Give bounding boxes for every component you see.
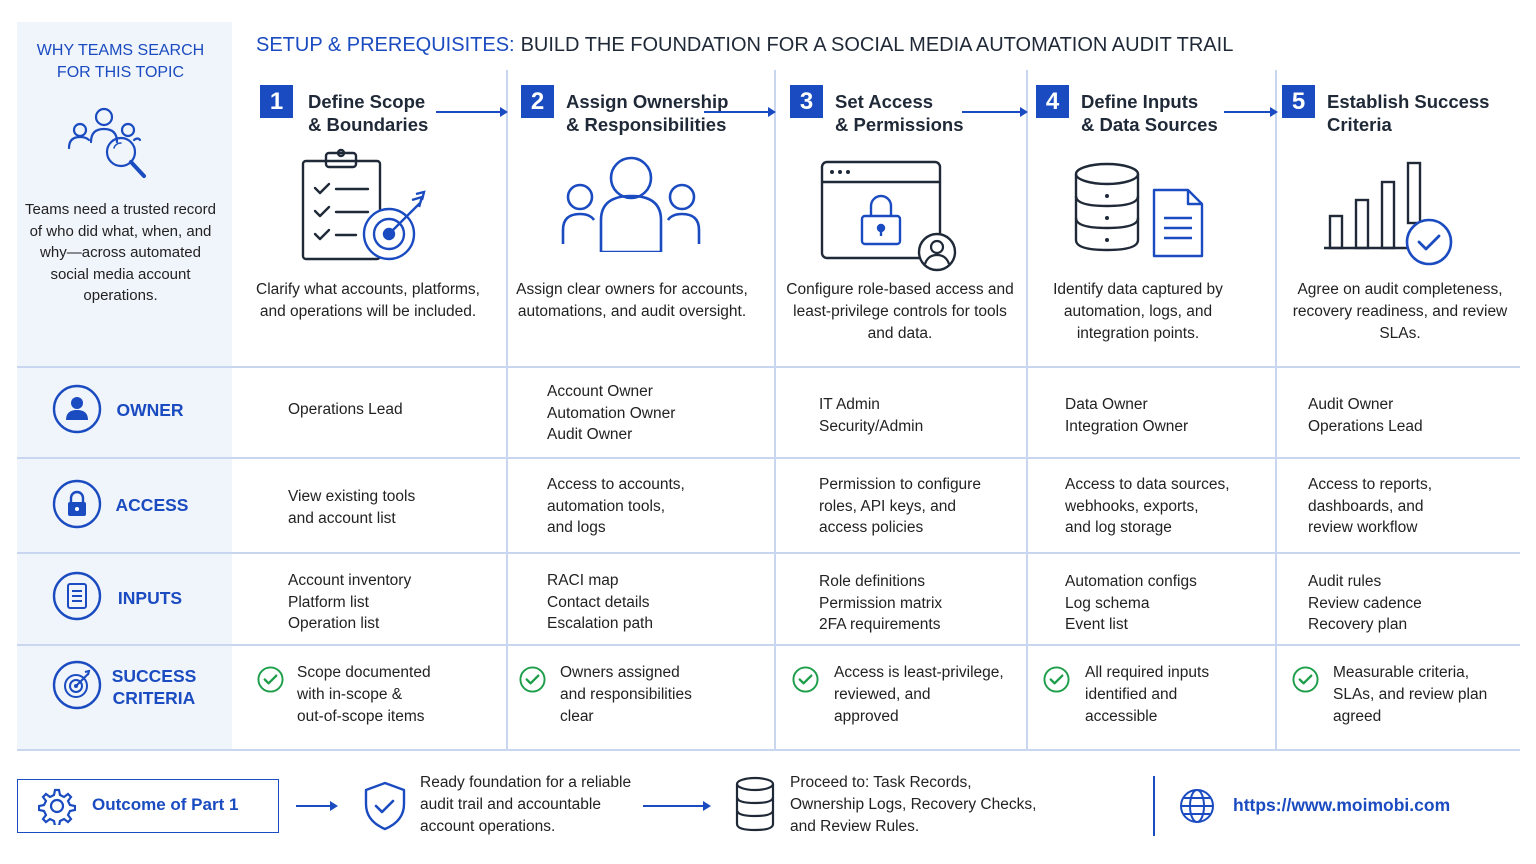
check-circle-icon: [1292, 666, 1319, 693]
result-text: [420, 772, 631, 838]
cell-line: and logs: [547, 519, 606, 536]
cell-line: Audit Owner: [1308, 396, 1394, 413]
access-cell-2: [547, 474, 685, 539]
check-circle-icon: [257, 666, 284, 693]
inputs-cell-5: [1308, 571, 1422, 636]
outcome-label: Outcome of Part 1: [92, 795, 239, 814]
cell-line: Permission matrix: [819, 594, 943, 612]
arrow-right-icon: [436, 104, 512, 120]
text-line: Ownership Logs, Recovery Checks,: [790, 796, 1037, 813]
bar-chart-check-icon: [1322, 158, 1456, 268]
website-link[interactable]: https://www.moimobi.com: [1233, 795, 1451, 815]
inputs-row-label: INPUTS: [117, 588, 183, 608]
check-circle-icon: [1043, 666, 1070, 693]
inputs-cell-2: [547, 570, 653, 635]
cell-line: Access to reports,: [1308, 476, 1433, 493]
cell-line: Permission to configure: [819, 476, 981, 493]
cell-line: dashboards, and: [1308, 497, 1424, 515]
step-3-description: Configure role-based access and least-privilege controls for tools and data.: [786, 281, 1014, 342]
step-5-description: Agree on audit completeness, recovery readiness, and review SLAs.: [1292, 281, 1508, 342]
document-icon: [52, 571, 102, 621]
divider: [17, 366, 1520, 368]
step-5-title: Establish Success Criteria: [1327, 91, 1490, 135]
step-2-description: Assign clear owners for accounts, automations, and audit oversight.: [516, 281, 748, 320]
success-cell-3: [834, 662, 1019, 728]
cell-line: Measurable criteria,: [1333, 664, 1470, 681]
success-cell-5: [1333, 662, 1513, 728]
globe-icon: [1178, 787, 1216, 825]
divider: [17, 644, 1520, 646]
cell-line: Access to data sources,: [1065, 476, 1230, 493]
access-cell-4: [1065, 474, 1230, 539]
lock-icon: [52, 479, 102, 529]
inputs-cell-4: [1065, 571, 1197, 636]
arrow-right-icon: [643, 798, 715, 814]
cell-line: Access is least-privilege,: [834, 664, 1004, 681]
cell-line: out-of-scope items: [297, 708, 425, 725]
cell-line: Audit rules: [1308, 573, 1382, 590]
cell-line: Role definitions: [819, 573, 925, 590]
cell-line: Access to accounts,: [547, 476, 685, 493]
cell-line: and account list: [288, 509, 396, 527]
cell-line: Scope documented: [297, 664, 431, 681]
cell-line: Operations Lead: [288, 401, 403, 418]
divider: [17, 457, 1520, 459]
team-icon: [560, 152, 702, 252]
cell-line: roles, API keys, and: [819, 497, 956, 515]
target-icon: [52, 660, 102, 710]
step-4-description: Identify data captured by automation, logs, and integration points.: [1053, 281, 1223, 342]
database-document-icon: [1072, 160, 1208, 260]
cell-line: and log storage: [1065, 519, 1172, 536]
step-4-number: 4: [1036, 85, 1069, 118]
intro-description: Teams need a trusted record of who did what, when, and why—across automated social media account operations.: [25, 201, 216, 304]
owner-row-label: OWNER: [116, 400, 184, 420]
cell-line: reviewed, and: [834, 686, 931, 703]
cell-line: All required inputs: [1085, 664, 1210, 681]
title-main: BUILD THE FOUNDATION FOR A SOCIAL MEDIA AUTOMATION AUDIT TRAIL: [520, 34, 1234, 56]
cell-line: access policies: [819, 519, 924, 536]
browser-lock-icon: [818, 158, 960, 274]
text-line: audit trail and accountable: [420, 796, 601, 813]
page-title: [256, 33, 1233, 57]
person-icon: [52, 384, 102, 434]
cell-line: View existing tools: [288, 488, 416, 505]
inputs-cell-1: [288, 570, 411, 635]
column-divider: [506, 70, 508, 750]
footer-divider: [1153, 776, 1155, 836]
success-cell-2: [560, 662, 730, 728]
step-2-title: Assign Ownership & Responsibilities: [566, 91, 729, 135]
cell-line: Operation list: [288, 615, 380, 632]
owner-cell-5: [1308, 394, 1423, 437]
access-row-label: ACCESS: [115, 495, 189, 515]
database-icon: [734, 776, 776, 832]
arrow-right-icon: [1224, 104, 1282, 120]
step-3-number: 3: [790, 85, 823, 118]
cell-line: Security/Admin: [819, 417, 924, 435]
cell-line: 2FA requirements: [819, 616, 941, 633]
step-3-title: Set Access & Permissions: [835, 91, 964, 135]
cell-line: Log schema: [1065, 594, 1150, 612]
cell-line: identified and: [1085, 686, 1178, 703]
access-cell-1: [288, 486, 415, 529]
arrow-right-icon: [704, 104, 780, 120]
inputs-cell-3: [819, 571, 942, 636]
cell-line: Recovery plan: [1308, 616, 1408, 633]
cell-line: Automation Owner: [547, 404, 676, 422]
cell-line: automation tools,: [547, 497, 666, 515]
access-cell-5: [1308, 474, 1432, 539]
check-circle-icon: [792, 666, 819, 693]
cell-line: Escalation path: [547, 615, 653, 632]
column-divider: [1275, 70, 1277, 750]
arrow-right-icon: [962, 104, 1032, 120]
owner-cell-4: [1065, 394, 1188, 437]
cell-line: agreed: [1333, 708, 1382, 725]
clipboard-target-icon: [296, 148, 432, 266]
shield-check-icon: [362, 780, 408, 832]
cell-line: and responsibilities: [560, 686, 692, 703]
cell-line: IT Admin: [819, 396, 880, 413]
cell-line: Owners assigned: [560, 664, 680, 681]
cell-line: Automation configs: [1065, 573, 1197, 590]
cell-line: clear: [560, 708, 594, 725]
cell-line: Account Owner: [547, 383, 653, 400]
cell-line: review workflow: [1308, 519, 1418, 536]
cell-line: with in-scope &: [297, 686, 403, 703]
divider: [17, 749, 1520, 751]
column-divider: [1026, 70, 1028, 750]
owner-cell-2: [547, 381, 675, 446]
step-1-title: Define Scope & Boundaries: [308, 91, 429, 135]
cell-line: approved: [834, 708, 899, 725]
cell-line: Contact details: [547, 593, 650, 611]
cell-line: Audit Owner: [547, 426, 633, 443]
divider: [17, 552, 1520, 554]
cell-line: SLAs, and review plan: [1333, 686, 1488, 703]
cell-line: webhooks, exports,: [1065, 497, 1199, 515]
step-4-title: Define Inputs & Data Sources: [1081, 91, 1218, 135]
title-prefix: SETUP & PREREQUISITES:: [256, 34, 515, 56]
cell-line: Data Owner: [1065, 396, 1148, 413]
step-1-description: Clarify what accounts, platforms, and operations will be included.: [256, 281, 480, 320]
cell-line: Platform list: [288, 593, 369, 611]
cell-line: Event list: [1065, 616, 1128, 633]
cell-line: Operations Lead: [1308, 417, 1423, 435]
success-row-label: SUCCESS CRITERIA: [111, 666, 197, 708]
step-2-number: 2: [521, 85, 554, 118]
cell-line: accessible: [1085, 708, 1158, 725]
column-divider: [774, 70, 776, 750]
people-search-icon: [64, 104, 160, 188]
success-cell-1: [297, 662, 467, 728]
arrow-right-icon: [296, 798, 342, 814]
text-line: and Review Rules.: [790, 818, 920, 835]
cell-line: Account inventory: [288, 572, 412, 589]
text-line: Proceed to: Task Records,: [790, 774, 972, 791]
text-line: Ready foundation for a reliable: [420, 774, 632, 791]
next-steps-text: [790, 772, 1036, 838]
access-cell-3: [819, 474, 981, 539]
step-5-number: 5: [1282, 85, 1315, 118]
success-cell-4: [1085, 662, 1255, 728]
check-circle-icon: [519, 666, 546, 693]
text-line: account operations.: [420, 818, 556, 835]
cell-line: Integration Owner: [1065, 417, 1189, 435]
cell-line: RACI map: [547, 572, 619, 589]
step-1-number: 1: [260, 85, 293, 118]
cell-line: Review cadence: [1308, 594, 1422, 612]
intro-title: WHY TEAMS SEARCH FOR THIS TOPIC: [36, 42, 205, 81]
owner-cell-3: [819, 394, 923, 437]
owner-cell-1: [288, 399, 403, 421]
gear-icon: [38, 787, 76, 825]
